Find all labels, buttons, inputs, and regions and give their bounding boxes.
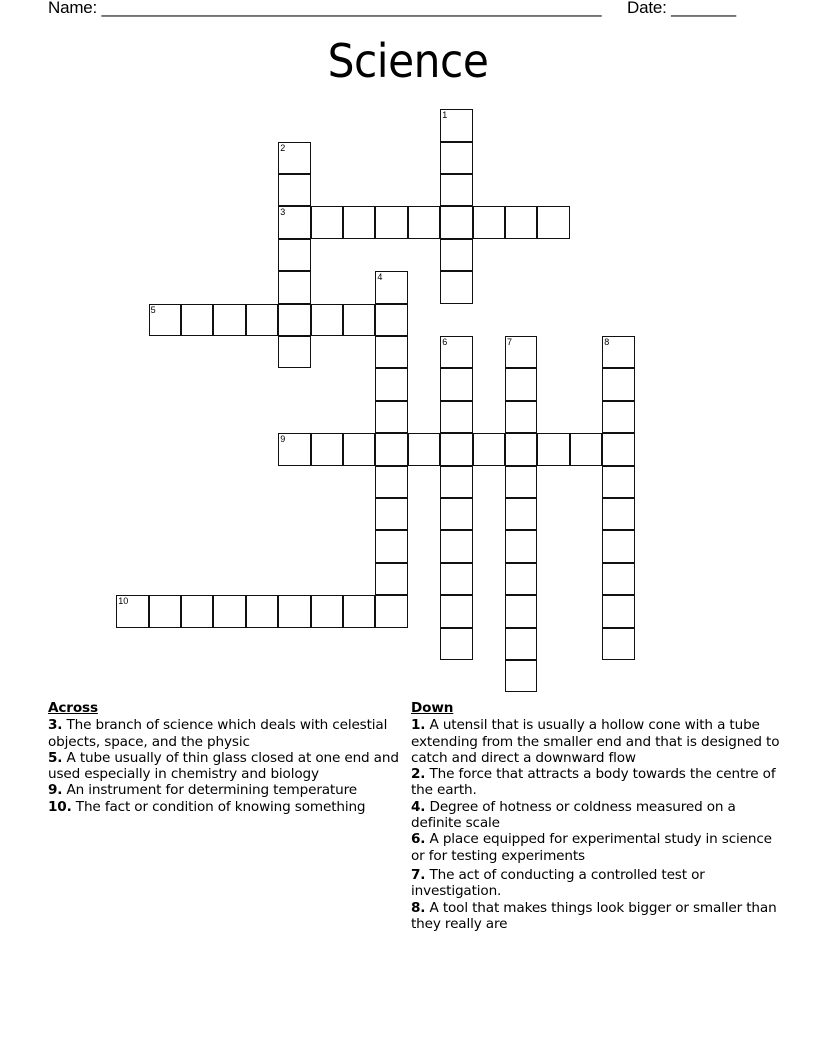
clue-number: 5. <box>48 749 63 766</box>
crossword-cell[interactable] <box>505 530 537 562</box>
crossword-cell[interactable] <box>246 304 278 336</box>
clue-text: The force that attracts a body towards the centre of the earth. <box>411 766 776 799</box>
crossword-cell[interactable] <box>440 271 472 303</box>
crossword-cell[interactable] <box>440 336 472 368</box>
crossword-cell[interactable] <box>343 206 375 238</box>
crossword-cell[interactable] <box>473 206 505 238</box>
clue-number-label: 8 <box>604 337 610 347</box>
crossword-cell[interactable] <box>602 628 634 660</box>
crossword-cell[interactable] <box>602 368 634 400</box>
across-heading: Across <box>48 700 98 716</box>
crossword-cell[interactable] <box>602 530 634 562</box>
crossword-cell[interactable] <box>311 595 343 627</box>
clue-number: 9. <box>48 782 63 799</box>
crossword-cell[interactable] <box>311 433 343 465</box>
crossword-cell[interactable] <box>278 174 310 206</box>
crossword-cell[interactable] <box>440 142 472 174</box>
clue-text: The branch of science which deals with celestial objects, space, and the physic <box>48 717 388 750</box>
crossword-cell[interactable] <box>278 433 310 465</box>
crossword-cell[interactable] <box>408 206 440 238</box>
clue-text: Degree of hotness or coldness measured on a definite scale <box>411 798 736 832</box>
crossword-cell[interactable] <box>505 336 537 368</box>
clue-text: A place equipped for experimental study in science or for testing experiments <box>411 831 772 864</box>
clue-number-label: 2 <box>280 142 286 153</box>
crossword-cell[interactable] <box>375 271 407 303</box>
crossword-cell[interactable] <box>473 433 505 465</box>
crossword-cell[interactable] <box>505 498 537 530</box>
clue-down-1 <box>411 717 781 766</box>
crossword-cell[interactable] <box>181 304 213 336</box>
clue-down-2 <box>411 766 781 799</box>
clue-number: 1. <box>411 717 426 734</box>
clue-down-6 <box>411 831 781 864</box>
crossword-cell[interactable] <box>375 466 407 498</box>
crossword-cell[interactable] <box>278 595 310 627</box>
crossword-cell[interactable] <box>375 206 407 238</box>
crossword-cell[interactable] <box>375 498 407 530</box>
clue-number: 3. <box>48 717 63 734</box>
clue-number-label: 4 <box>377 272 383 283</box>
crossword-cell[interactable] <box>375 304 407 336</box>
clue-number: 7. <box>411 866 426 883</box>
crossword-cell[interactable] <box>440 563 472 595</box>
crossword-cell[interactable] <box>570 433 602 465</box>
clue-number-label: 5 <box>150 304 156 315</box>
clue-number-label: 3 <box>280 207 286 218</box>
down-heading: Down <box>411 700 454 716</box>
crossword-cell[interactable] <box>375 336 407 368</box>
crossword-cell[interactable] <box>602 336 634 368</box>
crossword-cell[interactable] <box>602 466 634 498</box>
crossword-cell[interactable] <box>440 368 472 400</box>
across-clues <box>48 700 408 815</box>
crossword-cell[interactable] <box>278 239 310 271</box>
name-field-label: Name: ______________________________________________________ <box>48 0 602 17</box>
clue-number-label: 6 <box>442 337 448 347</box>
crossword-cell[interactable] <box>505 433 537 465</box>
crossword-cell[interactable] <box>343 433 375 465</box>
clue-text: A utensil that is usually a hollow cone with a tube extending from the smaller end and that is designed to catch and direct a downward flow <box>411 717 780 766</box>
crossword-cell[interactable] <box>375 433 407 465</box>
crossword-cell[interactable] <box>375 595 407 627</box>
crossword-cell[interactable] <box>440 498 472 530</box>
clue-number-label: 7 <box>507 337 513 347</box>
crossword-cell[interactable] <box>440 530 472 562</box>
clue-number-label: 9 <box>280 434 286 445</box>
crossword-cell[interactable] <box>375 401 407 433</box>
crossword-cell[interactable] <box>602 563 634 595</box>
clue-across-9 <box>48 782 408 798</box>
clue-number: 8. <box>411 899 426 916</box>
crossword-cell[interactable] <box>505 628 537 660</box>
crossword-cell[interactable] <box>505 660 537 692</box>
clue-number: 6. <box>411 831 426 848</box>
clue-number: 2. <box>411 766 426 783</box>
clue-number: 10. <box>48 798 72 815</box>
crossword-cell[interactable] <box>505 206 537 238</box>
crossword-cell[interactable] <box>440 239 472 271</box>
crossword-cell[interactable] <box>213 595 245 627</box>
crossword-cell[interactable] <box>375 530 407 562</box>
clue-across-10 <box>48 799 408 815</box>
date-field-label: Date: _______ <box>627 0 736 17</box>
clue-text: The fact or condition of knowing something <box>71 798 366 815</box>
crossword-cell[interactable] <box>440 628 472 660</box>
crossword-cell[interactable] <box>602 595 634 627</box>
crossword-cell[interactable] <box>278 142 310 174</box>
crossword-cell[interactable] <box>181 595 213 627</box>
crossword-cell[interactable] <box>505 595 537 627</box>
crossword-cell[interactable] <box>278 304 310 336</box>
crossword-cell[interactable] <box>440 466 472 498</box>
clue-across-5 <box>48 750 408 783</box>
crossword-cell[interactable] <box>602 401 634 433</box>
clue-number: 4. <box>411 798 426 815</box>
crossword-cell[interactable] <box>213 304 245 336</box>
crossword-cell[interactable] <box>375 368 407 400</box>
clue-text: An instrument for determining temperature <box>62 782 357 799</box>
crossword-cell[interactable] <box>149 595 181 627</box>
crossword-cell[interactable] <box>440 174 472 206</box>
crossword-cell[interactable] <box>246 595 278 627</box>
crossword-cell[interactable] <box>278 206 310 238</box>
crossword-cell[interactable] <box>602 498 634 530</box>
crossword-cell[interactable] <box>311 304 343 336</box>
page-title: Science <box>327 34 489 88</box>
crossword-cell[interactable] <box>440 595 472 627</box>
crossword-cell[interactable] <box>505 563 537 595</box>
crossword-cell[interactable] <box>440 433 472 465</box>
down-clues <box>411 700 781 932</box>
clue-down-8 <box>411 900 781 933</box>
crossword-cell[interactable] <box>440 109 472 141</box>
crossword-cell[interactable] <box>440 401 472 433</box>
clue-number-label: 10 <box>118 596 129 607</box>
clue-number-label: 1 <box>442 110 448 121</box>
clue-text: The act of conducting a controlled test or investigation. <box>411 866 705 900</box>
crossword-cell[interactable] <box>537 206 569 238</box>
crossword-cell[interactable] <box>505 368 537 400</box>
crossword-cell[interactable] <box>278 336 310 368</box>
crossword-cell[interactable] <box>278 271 310 303</box>
crossword-cell[interactable] <box>602 433 634 465</box>
crossword-cell[interactable] <box>116 595 148 627</box>
clue-down-4 <box>411 799 781 832</box>
crossword-cell[interactable] <box>375 563 407 595</box>
crossword-cell[interactable] <box>343 595 375 627</box>
clue-text: A tool that makes things look bigger or smaller than they really are <box>411 899 777 932</box>
crossword-cell[interactable] <box>149 304 181 336</box>
crossword-cell[interactable] <box>311 206 343 238</box>
crossword-cell[interactable] <box>440 206 472 238</box>
clue-across-3 <box>48 717 408 750</box>
clue-text: A tube usually of thin glass closed at one end and used especially in chemistry and biology <box>48 749 399 783</box>
crossword-cell[interactable] <box>505 401 537 433</box>
crossword-cell[interactable] <box>505 466 537 498</box>
crossword-cell[interactable] <box>537 433 569 465</box>
clue-down-7 <box>411 867 781 900</box>
crossword-cell[interactable] <box>343 304 375 336</box>
crossword-cell[interactable] <box>408 433 440 465</box>
